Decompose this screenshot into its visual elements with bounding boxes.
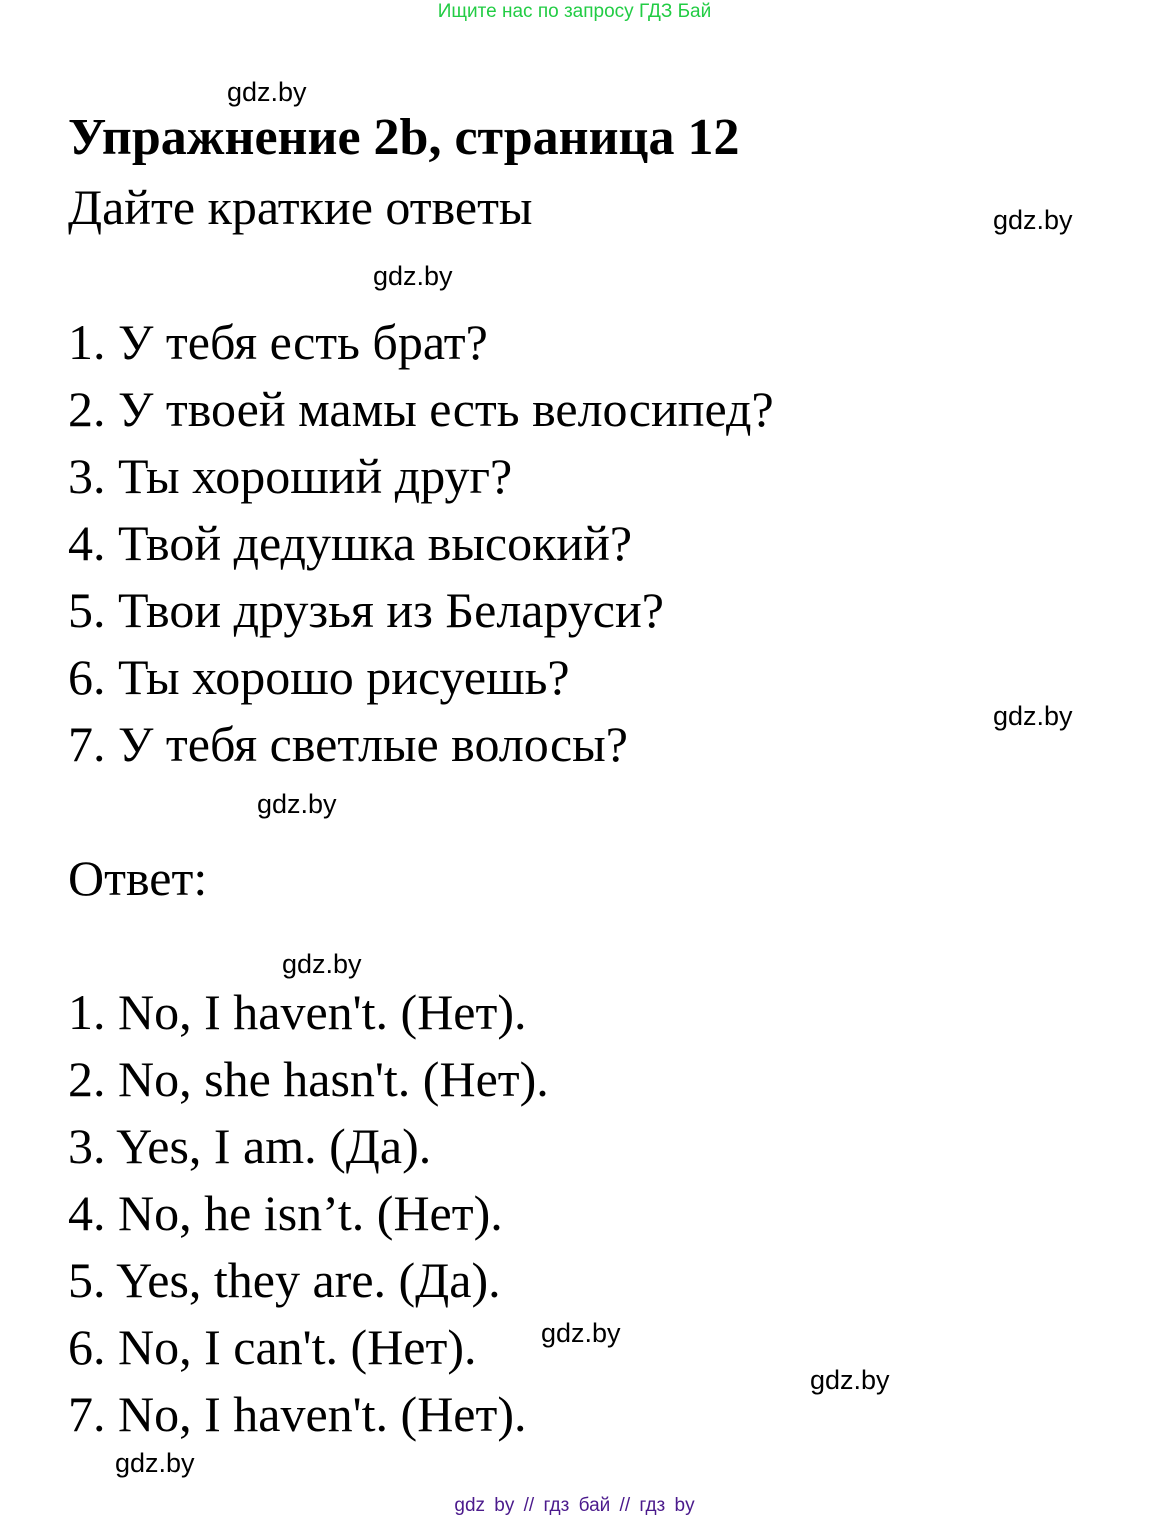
watermark: gdz.by xyxy=(993,205,1073,235)
answer-item: 2. No, she hasn't. (Нет). xyxy=(68,1051,549,1107)
watermark: gdz.by xyxy=(373,261,453,291)
footer-links: gdz by // гдз бай // гдз by xyxy=(454,1495,695,1516)
answer-item: 6. No, I can't. (Нет). xyxy=(68,1319,477,1375)
question-item: 2. У твоей мамы есть велосипед? xyxy=(68,381,774,437)
answer-item: 4. No, he isn’t. (Нет). xyxy=(68,1185,503,1241)
question-item: 7. У тебя светлые волосы? xyxy=(68,716,628,772)
watermark: gdz.by xyxy=(115,1448,195,1478)
answer-item: 7. No, I haven't. (Нет). xyxy=(68,1386,527,1442)
watermark: gdz.by xyxy=(227,77,307,107)
question-item: 1. У тебя есть брат? xyxy=(68,314,488,370)
question-item: 6. Ты хорошо рисуешь? xyxy=(68,649,570,705)
answer-label: Ответ: xyxy=(68,850,208,906)
watermark: gdz.by xyxy=(282,949,362,979)
answer-item: 3. Yes, I am. (Да). xyxy=(68,1118,432,1174)
watermark: gdz.by xyxy=(993,701,1073,731)
exercise-instruction: Дайте краткие ответы xyxy=(68,179,533,235)
question-item: 4. Твой дедушка высокий? xyxy=(68,515,633,571)
search-banner: Ищите нас по запросу ГДЗ Бай xyxy=(437,1,712,22)
watermark: gdz.by xyxy=(257,789,337,819)
answer-item: 5. Yes, they are. (Да). xyxy=(68,1252,501,1308)
watermark: gdz.by xyxy=(541,1318,621,1348)
watermark: gdz.by xyxy=(810,1365,890,1395)
answer-item: 1. No, I haven't. (Нет). xyxy=(68,984,527,1040)
question-item: 3. Ты хороший друг? xyxy=(68,448,513,504)
exercise-title: Упражнение 2b, страница 12 xyxy=(68,109,740,166)
question-item: 5. Твои друзья из Беларуси? xyxy=(68,582,664,638)
